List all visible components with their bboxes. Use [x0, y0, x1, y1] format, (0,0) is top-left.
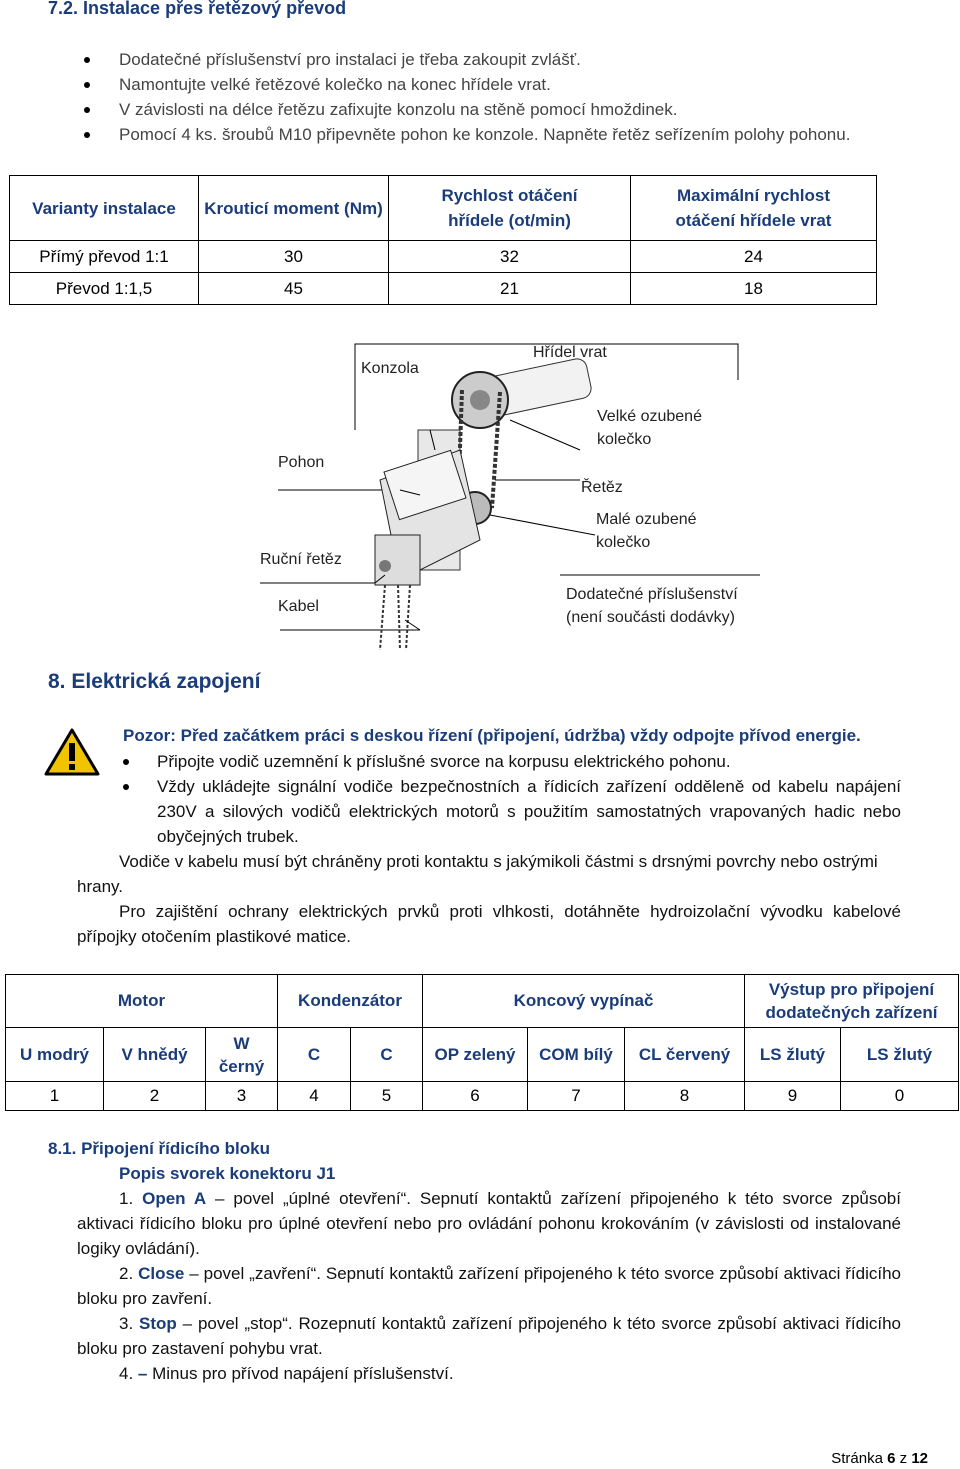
table-cell: 9 — [745, 1082, 841, 1111]
list-item-text: Vždy ukládejte signální vodiče bezpečnostních a řídicích zařízení odděleně od kabelu napájení 230V a silových vodičů elektrických motorů s použitím samostatných vrapovaných hadic nebo obyčejných trubek. — [157, 777, 901, 846]
label-accessories-2: (není součásti dodávky) — [566, 609, 735, 626]
list-item-text: Připojte vodič uzemnění k příslušné svorce na korpusu elektrického pohonu. — [157, 752, 731, 771]
table-cell: 3 — [206, 1082, 278, 1111]
electric-bullet-list — [123, 749, 901, 849]
table-header: Kondenzátor — [278, 975, 423, 1028]
warning-text: Pozor: Před začátkem práci s deskou řízení (připojení, údržba) vždy odpojte přívod energie. — [123, 726, 861, 745]
table-header: Koncový vypínač — [423, 975, 745, 1028]
list-item — [123, 774, 901, 849]
table-header: Maximální rychlost otáčení hřídele vrat — [631, 176, 877, 241]
table-cell: 5 — [351, 1082, 423, 1111]
wiring-table — [5, 974, 959, 1111]
label-large-sprocket-2: kolečko — [597, 431, 652, 448]
footer-page: 6 — [887, 1450, 896, 1467]
table-cell: 24 — [631, 241, 877, 273]
table-cell: U modrý — [6, 1028, 104, 1082]
section8-title: 8. Elektrická zapojení — [48, 670, 261, 693]
table-cell: Převod 1:1,5 — [10, 273, 199, 305]
paragraph: Vodiče v kabelu musí být chráněny proti kontaktu s jakýmikoli částmi s drsnými povrchy nebo ostrými hrany. — [77, 852, 878, 896]
table-cell: C — [278, 1028, 351, 1082]
item-text: Minus pro přívod napájení příslušenství. — [147, 1364, 454, 1383]
table-header: Rychlost otáčení hřídele (ot/min) — [389, 176, 631, 241]
table-cell: C — [351, 1028, 423, 1082]
item-key: Open A — [142, 1189, 207, 1208]
table-cell: 30 — [199, 241, 389, 273]
bullet-icon — [123, 759, 129, 765]
bullet-icon — [123, 784, 129, 790]
item-number: 3. — [119, 1314, 134, 1333]
table-cell: V hnědý — [104, 1028, 206, 1082]
table-cell: 1 — [6, 1082, 104, 1111]
item-text: – povel „zavření“. Sepnutí kontaktů zařízení připojeného k této svorce způsobí aktivaci řídicího bloku pro zavření. — [77, 1264, 901, 1308]
section81-title: 8.1. Připojení řídicího bloku — [48, 1139, 270, 1158]
table-row — [10, 273, 877, 305]
table-cell: OP zelený — [423, 1028, 528, 1082]
list-item — [77, 1261, 901, 1311]
item-text: – povel „stop“. Rozepnutí kontaktů zařízení připojeného k této svorce způsobí aktivaci řídicího bloku pro zastavení pohybu vrat. — [77, 1314, 901, 1358]
table-cell: 32 — [389, 241, 631, 273]
table-header: Motor — [6, 975, 278, 1028]
table-cell: Přímý převod 1:1 — [10, 241, 199, 273]
table-header: Krouticí moment (Nm) — [199, 176, 389, 241]
footer-mid: z — [895, 1450, 912, 1467]
table-cell: 0 — [841, 1082, 959, 1111]
table-cell: LS žlutý — [745, 1028, 841, 1082]
list-item — [77, 1361, 901, 1386]
section81-subtitle: Popis svorek konektoru J1 — [119, 1164, 336, 1183]
table-cell: 6 — [423, 1082, 528, 1111]
table-cell: 4 — [278, 1082, 351, 1111]
table-row — [6, 1082, 959, 1111]
table-cell: 45 — [199, 273, 389, 305]
list-item: Namontujte velké řetězové kolečko na konec hřídele vrat. — [82, 72, 850, 97]
footer-prefix: Stránka — [831, 1450, 888, 1467]
item-number: 4. — [119, 1364, 134, 1383]
table-header: Výstup pro připojení dodatečných zařízení — [745, 975, 959, 1028]
table-cell: 2 — [104, 1082, 206, 1111]
list-item: V závislosti na délce řetězu zafixujte konzolu na stěně pomocí hmoždinek. — [82, 97, 850, 122]
warning-icon — [44, 727, 100, 777]
label-pohon: Pohon — [278, 454, 325, 471]
table-row — [10, 241, 877, 273]
label-small-sprocket-2: kolečko — [596, 534, 651, 551]
label-accessories: Dodatečné příslušenství — [566, 586, 738, 603]
install-variants-table — [9, 175, 877, 305]
table-header: Varianty instalace — [10, 176, 199, 241]
item-key: – — [137, 1364, 148, 1383]
list-item: Dodatečné příslušenství pro instalaci je třeba zakoupit zvlášť. — [82, 47, 850, 72]
label-shaft: Hřídel vrat — [533, 344, 607, 361]
label-konzola: Konzola — [361, 360, 419, 377]
item-key: Stop — [139, 1314, 177, 1333]
list-item — [123, 749, 901, 774]
label-hand-chain: Ruční řetěz — [260, 551, 342, 568]
label-small-sprocket: Malé ozubené — [596, 511, 697, 528]
page-footer — [831, 1450, 928, 1467]
connector-item-list — [77, 1186, 901, 1386]
label-cable: Kabel — [278, 598, 319, 615]
list-item: Pomocí 4 ks. šroubů M10 připevněte pohon ke konzole. Napněte řetěz seřízením polohy pohonu. — [82, 122, 850, 147]
table-cell: 7 — [528, 1082, 625, 1111]
label-chain: Řetěz — [581, 479, 623, 496]
install-bullet-list — [82, 47, 850, 147]
table-row — [6, 1028, 959, 1082]
list-item — [77, 1311, 901, 1361]
label-large-sprocket: Velké ozubené — [597, 408, 702, 425]
item-key: Close — [138, 1264, 185, 1283]
section-title: 7.2. Instalace přes řetězový převod — [48, 0, 347, 18]
table-cell: 21 — [389, 273, 631, 305]
table-cell: LS žlutý — [841, 1028, 959, 1082]
paragraph: Pro zajištění ochrany elektrických prvků proti vlhkosti, dotáhněte hydroizolační vývodku kabelové přípojky otočením plastikové matice. — [77, 902, 901, 946]
table-row — [6, 975, 959, 1028]
item-text: – povel „úplné otevření“. Sepnutí kontaktů zařízení připojeného k této svorce způsobí aktivaci řídicího bloku pro úplné otevření nebo pro ovládání pohonu krokováním (v závislosti od instalované logiky ovládání). — [77, 1189, 901, 1258]
table-cell: 8 — [625, 1082, 745, 1111]
chain-drive-diagram — [240, 330, 780, 650]
list-item — [77, 1186, 901, 1261]
table-cell: CL červený — [625, 1028, 745, 1082]
footer-total: 12 — [911, 1450, 928, 1467]
item-number: 2. — [119, 1264, 134, 1283]
table-cell: COM bílý — [528, 1028, 625, 1082]
table-cell: W černý — [206, 1028, 278, 1082]
table-cell: 18 — [631, 273, 877, 305]
item-number: 1. — [119, 1189, 134, 1208]
